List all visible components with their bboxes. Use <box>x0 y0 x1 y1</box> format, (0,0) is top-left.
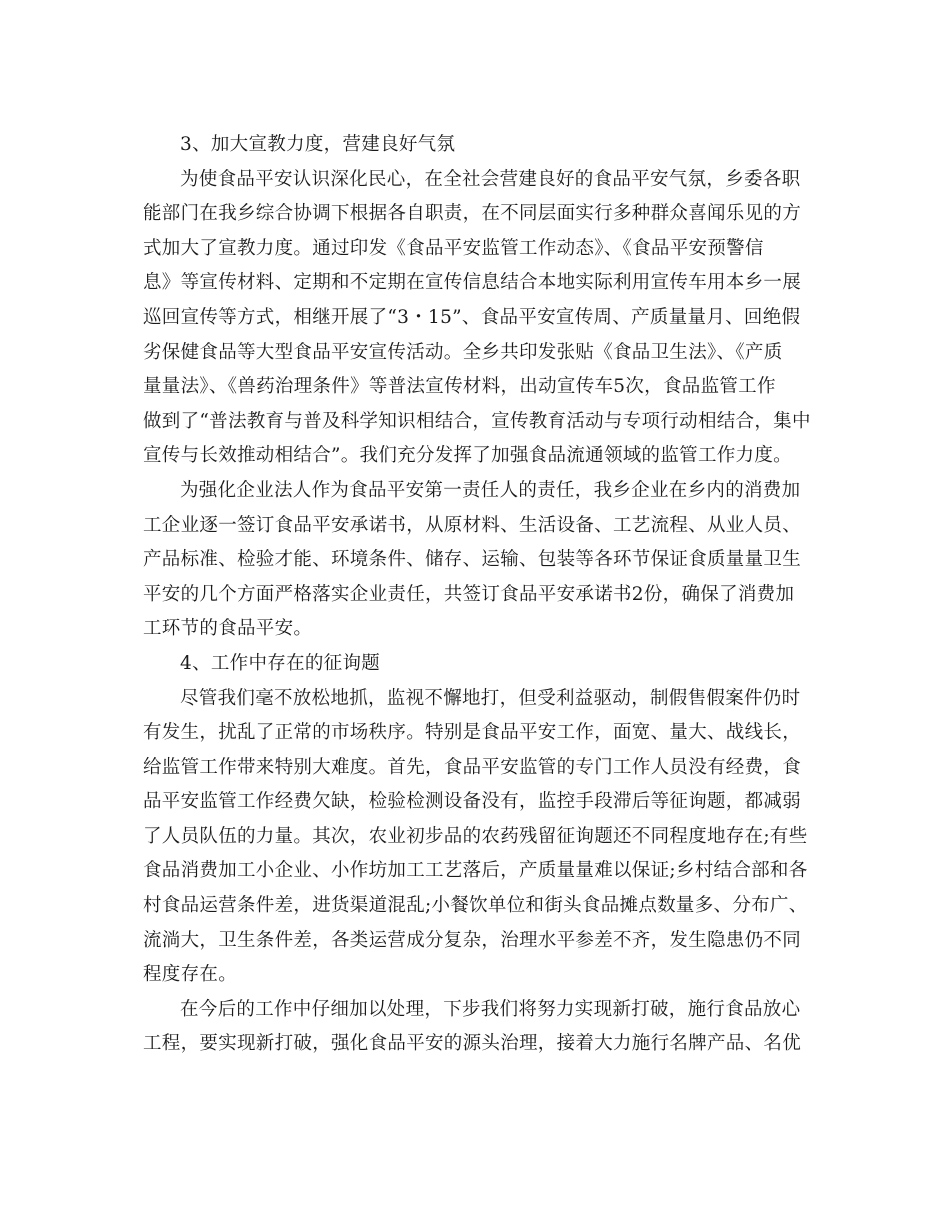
paragraph-line: 有发生，扰乱了正常的市场秩序。特别是食品平安工作，面宽、量大、战线长， <box>143 722 802 744</box>
section-heading-4: 4、工作中存在的征询题 <box>180 652 381 674</box>
paragraph-line: 程度存在。 <box>143 964 238 986</box>
paragraph-line: 为强化企业法人作为食品平安第一责任人的责任，我乡企业在乡内的消费加 <box>180 479 801 501</box>
section-heading-3: 3、加大宣教力度，营建良好气氛 <box>180 134 456 155</box>
paragraph-line: 给监管工作带来特别大难度。首先，食品平安监管的专门工作人员没有经费，食 <box>143 756 802 778</box>
paragraph-line: 宣传与长效推动相结合”。我们充分发挥了加强食品流通领域的监管工作力度。 <box>143 445 792 467</box>
paragraph-line: 尽管我们毫不放松地抓，监视不懈地打，但受利益驱动，制假售假案件仍时 <box>180 687 801 709</box>
paragraph-line: 工环节的食品平安。 <box>143 618 313 640</box>
paragraph-line: 为使食品平安认识深化民心，在全社会营建良好的食品平安气氛，乡委各职 <box>180 168 801 190</box>
paragraph-line: 工程，要实现新打破，强化食品平安的源头治理，接着大力施行名牌产品、名优 <box>143 1033 802 1055</box>
paragraph-line: 在今后的工作中仔细加以处理，下步我们将努力实现新打破，施行食品放心 <box>180 998 801 1020</box>
paragraph-line: 流淌大，卫生条件差，各类运营成分复杂，治理水平参差不齐，发生隐患仍不同 <box>143 929 802 951</box>
paragraph-line: 做到了“普法教育与普及科学知识相结合，宣传教育活动与专项行动相结合，集中 <box>143 410 811 432</box>
paragraph-line: 能部门在我乡综合协调下根据各自职责，在不同层面实行多种群众喜闻乐见的方 <box>143 203 802 225</box>
paragraph-line: 式加大了宣教力度。通过印发《食品平安监管工作动态》、《食品平安预警信 <box>143 237 764 259</box>
paragraph-line: 工企业逐一签订食品平安承诺书，从原材料、生活设备、工艺流程、从业人员、 <box>143 514 802 536</box>
paragraph-line: 村食品运营条件差，进货渠道混乱;小餐饮单位和街头食品摊点数量多、分布广、 <box>143 895 808 917</box>
paragraph-line: 产品标准、检验才能、环境条件、储存、运输、包装等各环节保证食质量量卫生 <box>143 549 802 571</box>
paragraph-line: 平安的几个方面严格落实企业责任，共签订食品平安承诺书2份，确保了消费加 <box>143 583 795 605</box>
paragraph-line: 息》等宣传材料、定期和不定期在宣传信息结合本地实际利用宣传车用本乡一展 <box>143 272 802 294</box>
paragraph-line: 劣保健食品等大型食品平安宣传活动。全乡共印发张贴《食品卫生法》、《产质 <box>143 341 783 363</box>
paragraph-line: 巡回宣传等方式，相继开展了“3・15”、食品平安宣传周、产质量量月、回绝假 <box>143 306 801 328</box>
paragraph-line: 食品消费加工小企业、小作坊加工工艺落后，产质量量难以保证;乡村结合部和各 <box>143 860 808 882</box>
paragraph-line: 量量法》、《兽药治理条件》等普法宣传材料，出动宣传车5次，食品监管工作 <box>143 376 776 398</box>
paragraph-line: 了人员队伍的力量。其次，农业初步品的农药残留征询题还不同程度地存在;有些 <box>143 825 808 847</box>
document-body <box>143 128 811 1062</box>
paragraph-line: 品平安监管工作经费欠缺，检验检测设备没有，监控手段滞后等征询题，都减弱 <box>143 791 802 813</box>
